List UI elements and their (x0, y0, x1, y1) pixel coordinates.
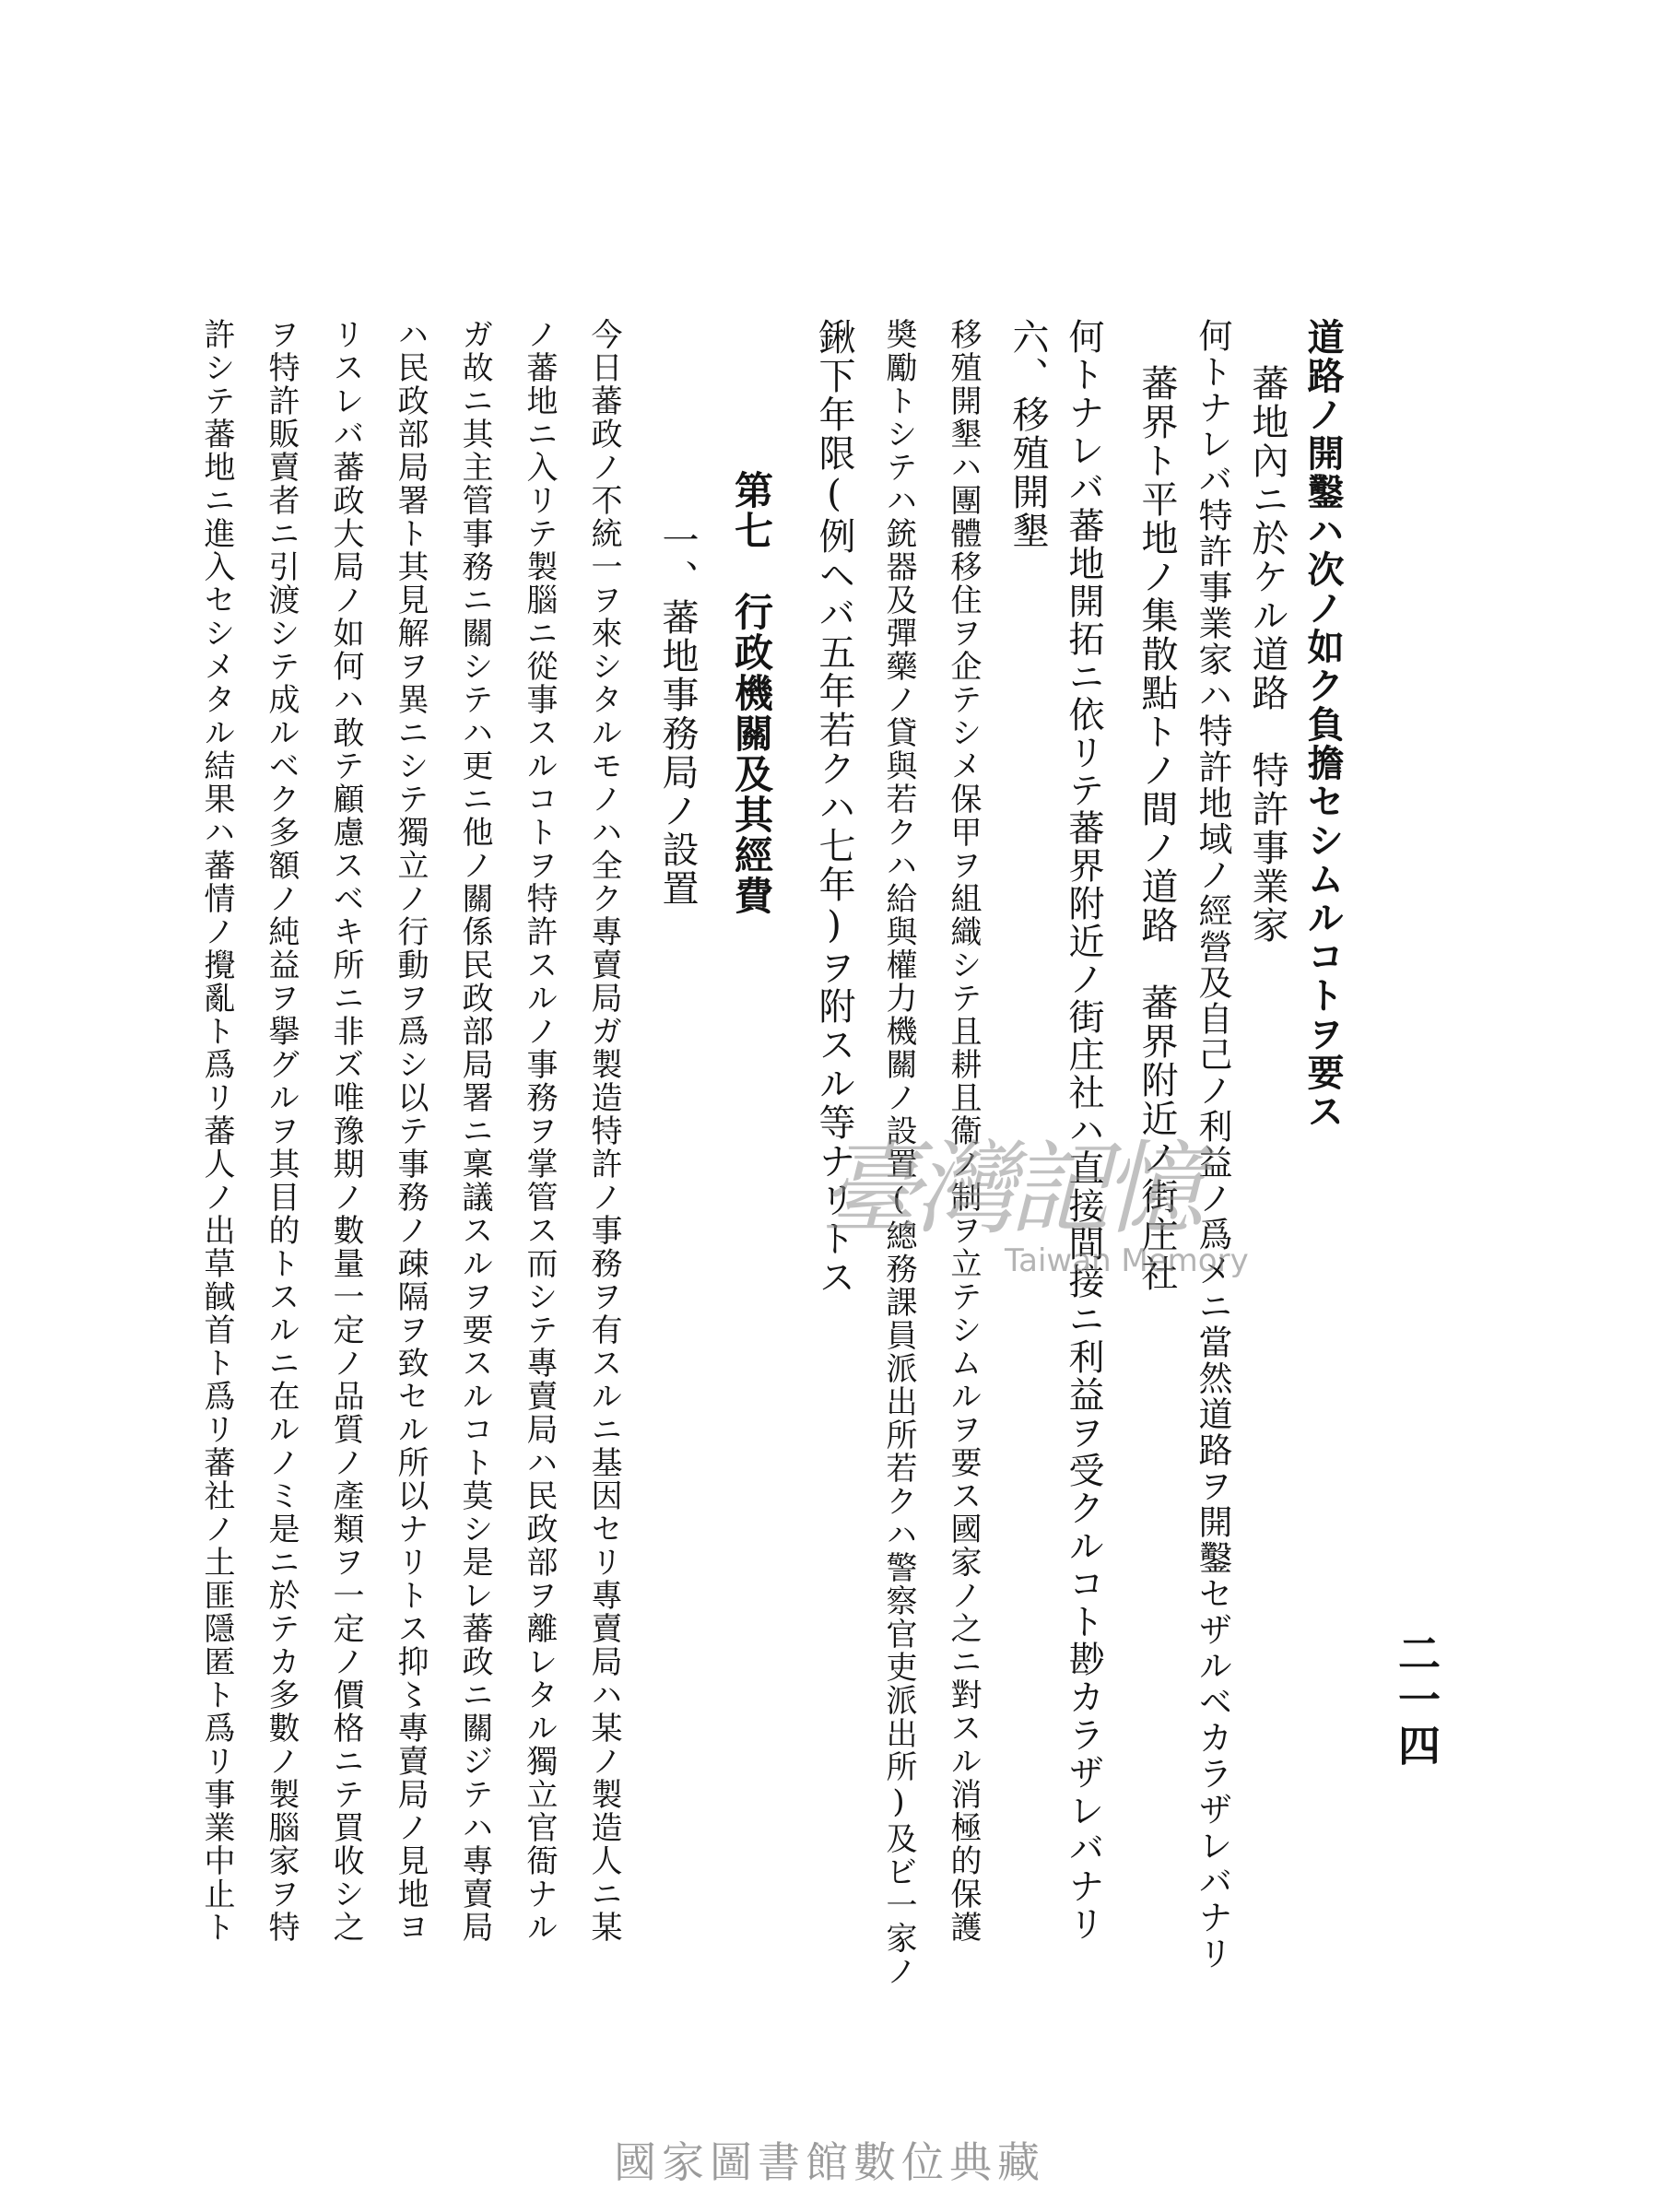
text-column: 許シテ蕃地ニ進入セシメタル結果ハ蕃情ノ攪亂ト爲リ蕃人ノ出草馘首ト爲リ蕃社ノ土匪隱匿ト爲リ事業中止ト (198, 318, 235, 1944)
text-column: ノ蕃地ニ入リテ製腦ニ從事スルコトヲ特許スルノ事務ヲ掌管ス而シテ專賣局ハ民政部ヲ離レタル獨立官衙ナル (521, 318, 558, 1944)
chapter-heading: 第七 行政機關及其經費 (729, 470, 774, 916)
watermark-english-text: Taiwan Memory (1005, 1242, 1249, 1279)
footer-credit: 國家圖書館數位典藏 (614, 2137, 1045, 2187)
text-column: ヲ特許販賣者ニ引渡シテ成ルベク多額ノ純益ヲ擧グルヲ其目的トスルニ在ルノミ是ニ於テカ多數ノ製腦家ヲ特 (263, 318, 300, 1944)
page-number: 二一四 (1392, 1631, 1441, 1770)
text-column: 蕃界ト平地ノ集散點トノ間ノ道路 蕃界附近ノ街庄社 (1135, 364, 1178, 1293)
text-column: 蕃地內ニ於ケル道路 特許事業家 (1246, 364, 1288, 945)
text-column: 今日蕃政ノ不統一ヲ來シタルモノハ全ク專賣局ガ製造特許ノ事務ヲ有スルニ基因セリ專賣局ハ某ノ製造人ニ某 (585, 318, 622, 1944)
text-column: 何トナレバ蕃地開拓ニ依リテ蕃界附近ノ街庄社ハ直接間接ニ利益ヲ受クルコト尠カラザレバナリ (1063, 318, 1104, 1943)
subsection-heading: 一、蕃地事務局ノ設置 (656, 521, 699, 908)
text-column: 鍬下年限(例ヘバ五年若クハ七年)ヲ附スル等ナリトス (813, 318, 855, 1297)
text-column: リスレバ蕃政大局ノ如何ハ敢テ顧慮スベキ所ニ非ズ唯豫期ノ數量一定ノ品質ノ產類ヲ一定ノ價格ニテ買收シ之 (327, 318, 364, 1944)
text-column: 道路ノ開鑿ハ次ノ如ク負擔セシムルコトヲ要ス (1301, 318, 1345, 1131)
text-column: 何トナレバ特許事業家ハ特許地域ノ經營及自己ノ利益ノ爲メニ當然道路ヲ開鑿セザルベカラザレバナリ (1193, 318, 1232, 1971)
watermark-chinese-text: 臺灣記憶 (820, 1130, 1196, 1248)
text-column: ガ故ニ其主管事務ニ關シテハ更ニ他ノ關係民政部局署ニ稟議スルヲ要スルコト莫シ是レ蕃政ニ關ジテハ專賣局 (456, 318, 493, 1944)
text-column: ハ民政部局署ト其見解ヲ異ニシテ獨立ノ行動ヲ爲シ以テ事務ノ疎隔ヲ致セル所以ナリトス抑〻專賣局ノ見地ヨ (392, 318, 429, 1944)
text-column: 移殖開墾ハ團體移住ヲ企テシメ保甲ヲ組織シテ且耕且衞ノ制ヲ立テシムルヲ要ス國家ノ之ニ對スル消極的保護 (945, 318, 982, 1944)
text-column: 奬勵トシテハ銃器及彈藥ノ貸與若クハ給與權力機關ノ設置(總務課員派出所若クハ警察官吏派出所)及ビ一家ノ (880, 318, 917, 1988)
section-heading: 六、移殖開墾 (1006, 318, 1049, 550)
watermark-logo (820, 1130, 1300, 1290)
